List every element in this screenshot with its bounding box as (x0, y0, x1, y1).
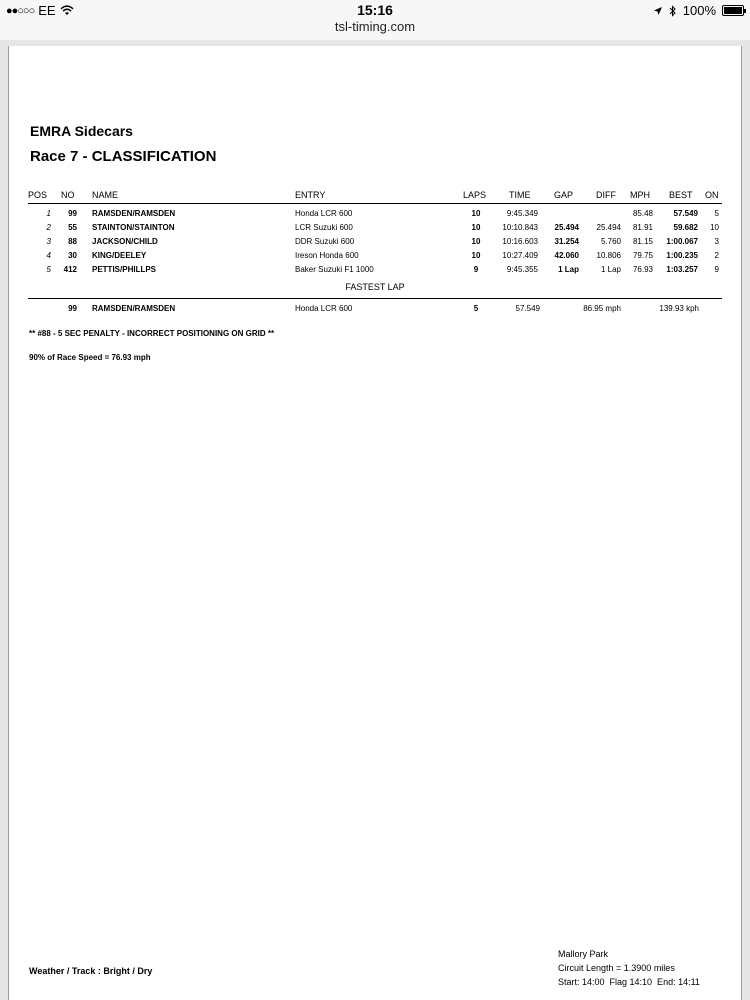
fastest-lap-entry: Honda LCR 600 (295, 304, 353, 313)
row-name: KING/DEELEY (92, 251, 147, 260)
row-gap: 42.060 (554, 251, 579, 260)
status-time: 15:16 (357, 2, 393, 18)
header-pos: POS (28, 190, 48, 200)
row-pos: 1 (46, 209, 51, 218)
classification-document (8, 46, 742, 1000)
row-best: 57.549 (673, 209, 698, 218)
row-entry: Honda LCR 600 (295, 209, 353, 218)
row-on: 5 (714, 209, 719, 218)
race-speed-note: 90% of Race Speed = 76.93 mph (29, 353, 151, 362)
address-bar-url[interactable]: tsl-timing.com (334, 19, 416, 34)
row-time: 9:45.349 (506, 209, 538, 218)
row-best: 59.682 (673, 223, 698, 232)
row-no: 99 (68, 209, 77, 218)
series-title: EMRA Sidecars (30, 123, 133, 139)
header-gap: GAP (554, 190, 574, 200)
row-gap: 1 Lap (558, 265, 579, 274)
race-timing: Start: 14:00 Flag 14:10 End: 14:11 (558, 977, 700, 987)
ios-status-bar (0, 0, 750, 40)
weather-track: Weather / Track : Bright / Dry (29, 966, 153, 976)
row-pos: 2 (46, 223, 51, 232)
row-on: 3 (714, 237, 719, 246)
header-divider (28, 203, 722, 204)
row-diff: 25.494 (596, 223, 621, 232)
row-entry: Baker Suzuki F1 1000 (295, 265, 374, 274)
row-gap: 31.254 (554, 237, 579, 246)
row-pos: 5 (46, 265, 51, 274)
row-time: 10:10.843 (502, 223, 538, 232)
row-gap: 25.494 (554, 223, 579, 232)
row-no: 412 (63, 265, 77, 274)
row-name: PETTIS/PHILLPS (92, 265, 157, 274)
bluetooth-icon (669, 5, 677, 17)
fastest-lap-heading: FASTEST LAP (345, 282, 405, 292)
row-name: STAINTON/STAINTON (92, 223, 175, 232)
location-arrow-icon (653, 6, 663, 16)
row-entry: LCR Suzuki 600 (295, 223, 353, 232)
row-name: JACKSON/CHILD (92, 237, 158, 246)
row-no: 30 (68, 251, 77, 260)
row-mph: 85.48 (632, 209, 653, 218)
row-laps: 9 (473, 265, 479, 274)
page-title: Race 7 - CLASSIFICATION (30, 148, 217, 165)
fastest-lap-name: RAMSDEN/RAMSDEN (92, 304, 176, 313)
signal-strength-icon: ●●○○○ (6, 4, 35, 17)
header-mph: MPH (630, 190, 650, 200)
penalty-note: ** #88 - 5 SEC PENALTY - INCORRECT POSITIONING ON GRID ** (29, 329, 275, 338)
row-time: 10:16.603 (502, 237, 538, 246)
row-mph: 81.91 (632, 223, 653, 232)
row-no: 88 (68, 237, 77, 246)
row-name: RAMSDEN/RAMSDEN (92, 209, 176, 218)
row-time: 9:45.355 (506, 265, 538, 274)
row-entry: Ireson Honda 600 (295, 251, 359, 260)
header-time: TIME (509, 190, 531, 200)
row-best: 1:03.257 (666, 265, 698, 274)
row-time: 10:27.409 (502, 251, 538, 260)
battery-percentage: 100% (682, 3, 716, 18)
fastest-lap-mph: 86.95 mph (583, 304, 621, 313)
venue: Mallory Park (558, 949, 609, 959)
circuit-length: Circuit Length = 1.3900 miles (558, 963, 675, 973)
row-mph: 81.15 (632, 237, 653, 246)
row-laps: 10 (471, 251, 481, 260)
carrier-name: EE (38, 3, 56, 18)
header-diff: DIFF (596, 190, 616, 200)
row-mph: 79.75 (632, 251, 653, 260)
row-diff: 10.806 (596, 251, 621, 260)
fastest-lap-no: 99 (68, 304, 77, 313)
row-mph: 76.93 (632, 265, 653, 274)
status-right (653, 3, 744, 18)
row-on: 9 (714, 265, 719, 274)
row-diff: 1 Lap (600, 265, 621, 274)
header-best: BEST (669, 190, 693, 200)
row-on: 2 (714, 251, 719, 260)
header-no: NO (61, 190, 75, 200)
fastest-lap-kph: 139.93 kph (659, 304, 699, 313)
header-laps: LAPS (463, 190, 487, 200)
header-entry: ENTRY (295, 190, 326, 200)
row-pos: 4 (46, 251, 51, 260)
row-entry: DDR Suzuki 600 (295, 237, 355, 246)
fastest-lap-time: 57.549 (515, 304, 540, 313)
row-laps: 10 (471, 237, 481, 246)
row-best: 1:00.235 (666, 251, 698, 260)
row-laps: 10 (471, 223, 481, 232)
row-best: 1:00.067 (666, 237, 698, 246)
header-name: NAME (92, 190, 119, 200)
fastest-lap-number: 5 (473, 304, 479, 313)
header-on: ON (705, 190, 719, 200)
row-on: 10 (710, 223, 719, 232)
row-pos: 3 (46, 237, 51, 246)
row-no: 55 (68, 223, 77, 232)
row-laps: 10 (471, 209, 481, 218)
battery-icon (722, 5, 744, 16)
row-diff: 5.760 (600, 237, 621, 246)
fastest-lap-divider (28, 298, 722, 299)
